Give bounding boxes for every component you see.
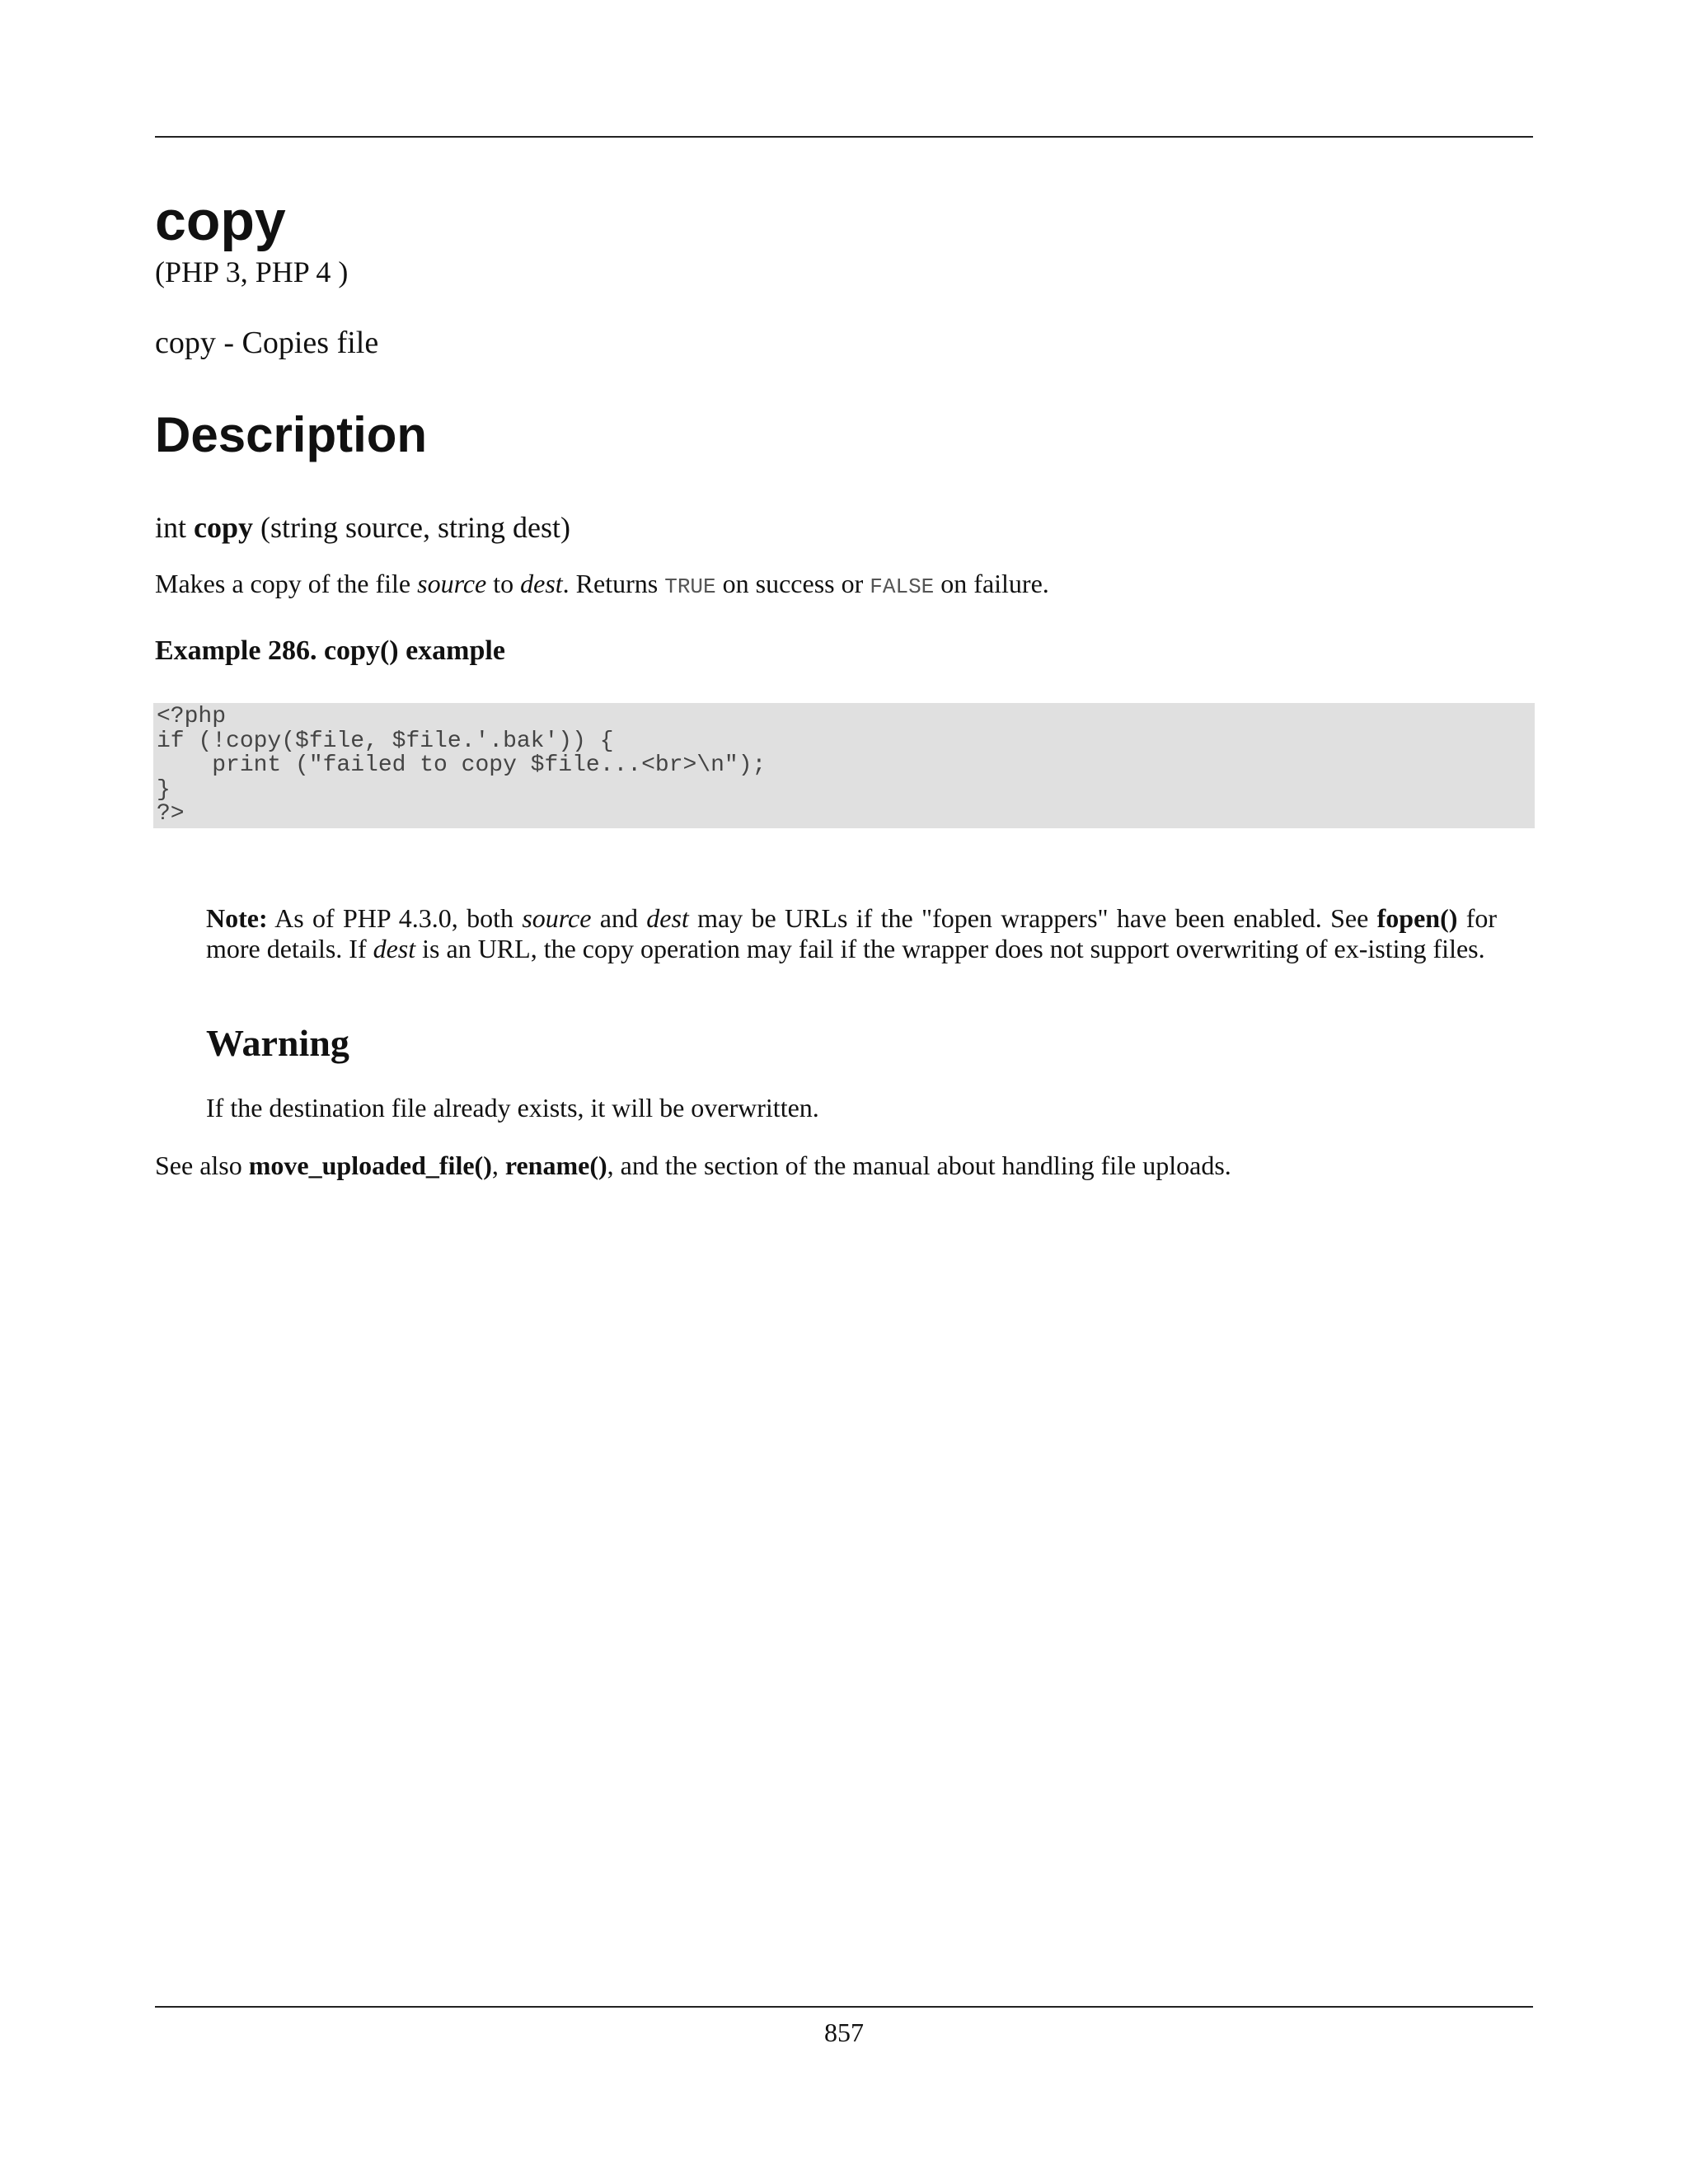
function-synopsis [155,508,570,547]
note-label: Note: [206,903,268,933]
manual-page [155,0,1533,2184]
code-line: if (!copy($file, $file.'.bak')) { [157,728,614,754]
param-source: source [417,569,487,598]
page-number: 857 [824,2018,864,2047]
rename-link[interactable]: rename() [504,1151,607,1180]
note-block: Note: As of PHP 4.3.0, both source and dest may be URLs if the "fopen wrappers" have been enabled. See fopen() for more details. If dest is an URL, the copy operation may fail if the wrapper does not support overwriting of ex-isting files. [206,903,1498,963]
description-heading: Description [155,407,428,462]
fopen-link[interactable]: fopen() [1376,903,1458,933]
param-dest: dest [520,569,563,598]
true-constant: TRUE [664,574,716,599]
code-line: <?php [157,704,227,729]
false-constant: FALSE [870,574,935,599]
code-line: ?> [157,801,185,827]
description-paragraph: Makes a copy of the file source to dest. Returns TRUE on success or FALSE on failure. [155,569,1049,599]
warning-text: If the destination file already exists, it will be overwritten. [206,1093,819,1122]
return-type: int [155,511,187,544]
page-title: copy [155,190,286,252]
warning-heading: Warning [206,1022,349,1064]
bottom-rule [155,2006,1533,2008]
code-line: } [157,776,171,803]
code-example [153,703,1535,828]
example-title: Example 286. copy() example [155,635,505,666]
see-also: See also move_uploaded_file(), rename(), and the section of the manual about handling file uploads. [155,1151,1231,1180]
function-summary: copy - Copies file [155,326,379,360]
move-uploaded-file-link[interactable]: move_uploaded_file() [248,1151,492,1180]
function-name: copy [194,511,254,544]
top-rule [155,136,1533,138]
function-params: (string source, string dest) [260,511,570,544]
code-line: print ("failed to copy $file...<br>\n"); [157,752,767,778]
php-versions: (PHP 3, PHP 4 ) [155,255,349,288]
